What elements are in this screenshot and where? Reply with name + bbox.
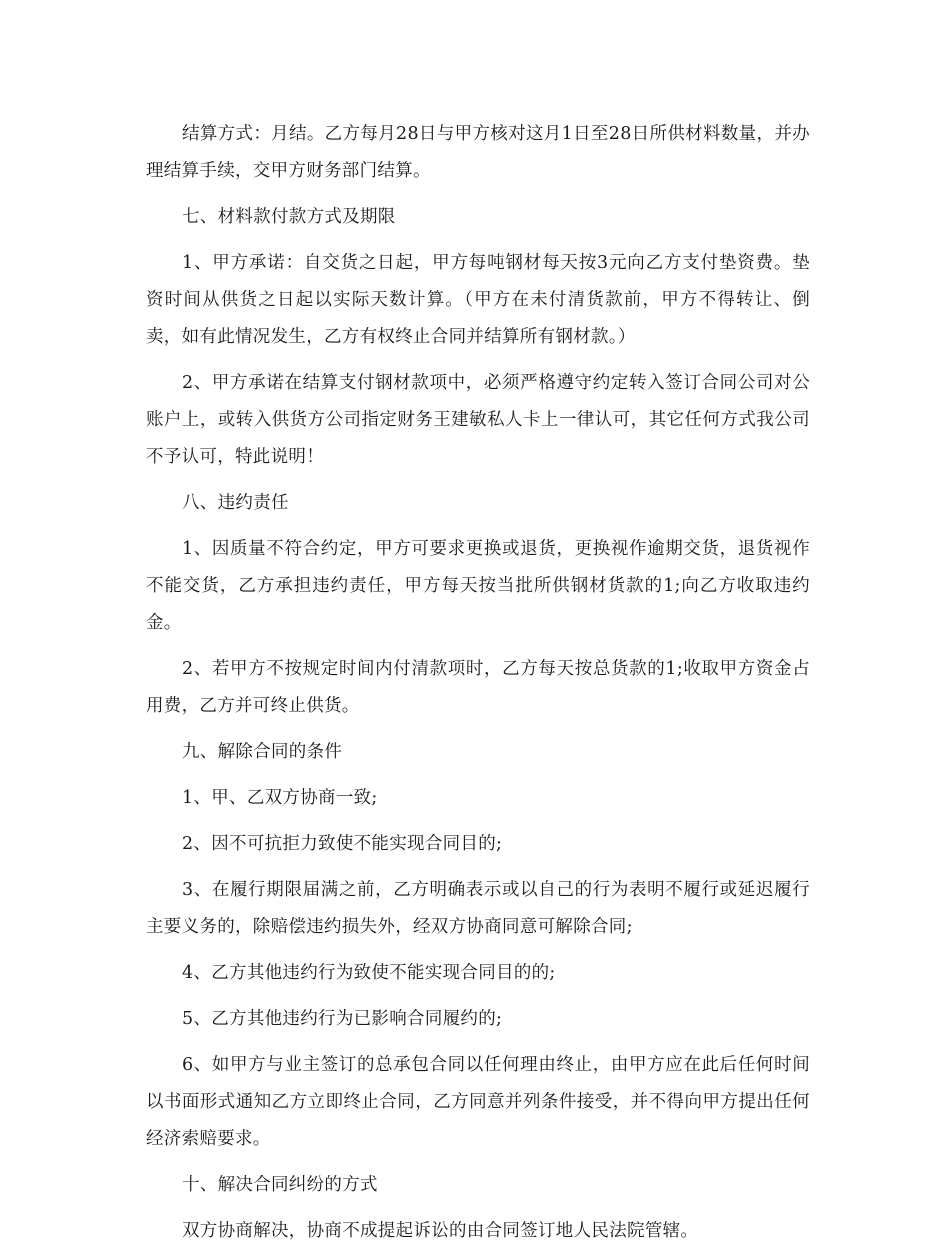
document-body [146,116,810,1259]
section-8-clause-1: 1、因质量不符合约定，甲方可要求更换或退货，更换视作逾期交货，退货视作不能交货，乙方承担违约责任，甲方每天按当批所供钢材货款的1;向乙方收取违约金。 [146,539,810,633]
section-9-clause-1: 1、甲、乙双方协商一致; [182,788,378,808]
section-9-clause-6: 6、如甲方与业主签订的总承包合同以任何理由终止，由甲方应在此后任何时间以书面形式通知乙方立即终止合同，乙方同意并列条件接受，并不得向甲方提出任何经济索赔要求。 [146,1055,810,1149]
section-7-heading: 七、材料款付款方式及期限 [182,207,396,227]
section-8-heading: 八、违约责任 [182,493,289,513]
section-9-clause-3: 3、在履行期限届满之前，乙方明确表示或以自己的行为表明不履行或延迟履行主要义务的，除赔偿违约损失外，经双方协商同意可解除合同; [146,880,810,937]
section-7-clause-2: 2、甲方承诺在结算支付钢材款项中，必须严格遵守约定转入签订合同公司对公账户上，或转入供货方公司指定财务王建敏私人卡上一律认可，其它任何方式我公司不予认可，特此说明！ [146,373,810,467]
section-10-heading: 十、解决合同纠纷的方式 [182,1175,378,1195]
section-9-heading: 九、解除合同的条件 [182,742,343,762]
section-9-clause-5: 5、乙方其他违约行为已影响合同履约的; [182,1009,503,1029]
section-7-clause-1: 1、甲方承诺：自交货之日起，甲方每吨钢材每天按3元向乙方支付垫资费。垫资时间从供货之日起以实际天数计算。（甲方在未付清货款前，甲方不得转让、倒卖，如有此情况发生，乙方有权终止合同并结算所有钢材款。） [146,253,810,347]
section-10-clause: 双方协商解决，协商不成提起诉讼的由合同签订地人民法院管辖。 [182,1221,699,1241]
section-9-clause-4: 4、乙方其他违约行为致使不能实现合同目的的; [182,963,556,983]
section-8-clause-2: 2、若甲方不按规定时间内付清款项时，乙方每天按总货款的1;收取甲方资金占用费，乙方并可终止供货。 [146,659,810,716]
section-9-clause-2: 2、因不可抗拒力致使不能实现合同目的; [182,834,503,854]
settlement-method-paragraph: 结算方式：月结。乙方每月28日与甲方核对这月1日至28日所供材料数量，并办理结算手续，交甲方财务部门结算。 [146,124,810,181]
